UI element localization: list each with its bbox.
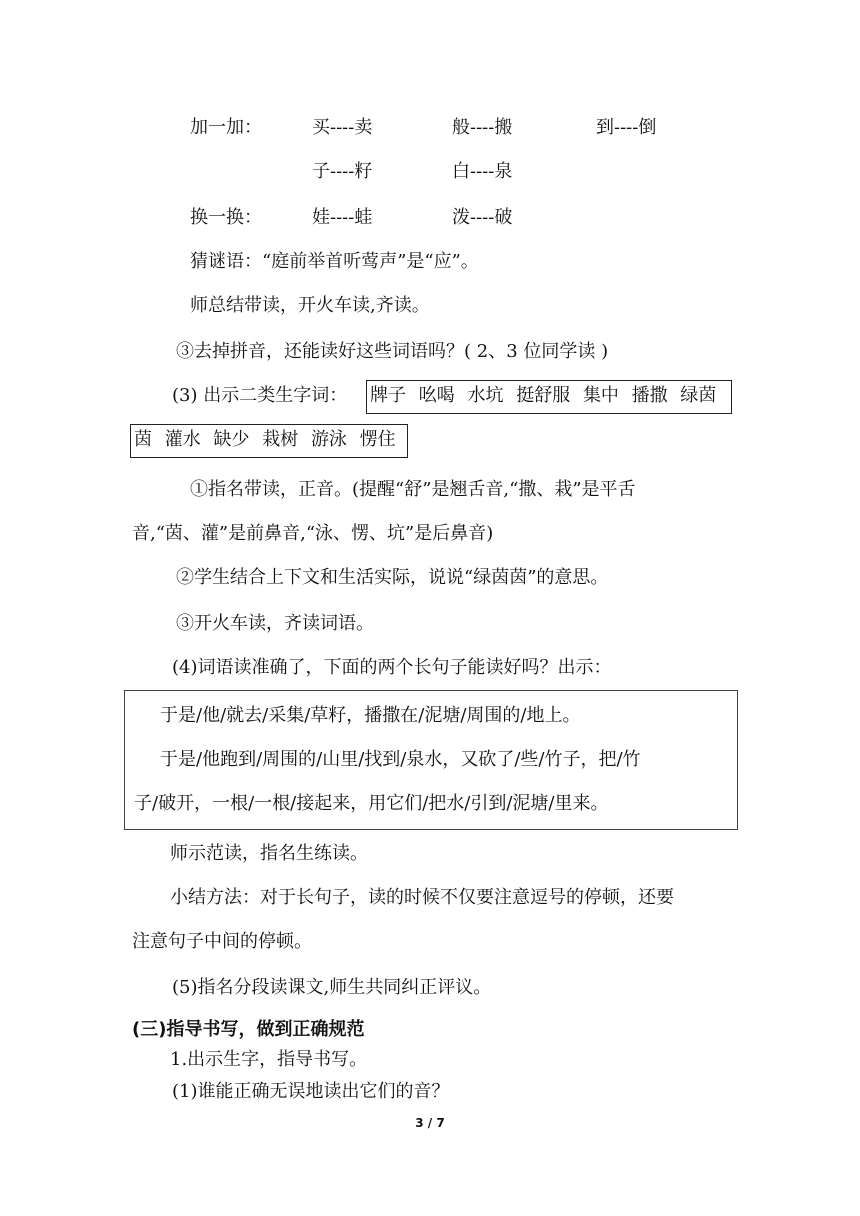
- section-5-text: (5)指名分段读课文,师生共同纠正评议。: [172, 977, 492, 998]
- sentence-1: 于是/他/就去/采集/草籽，播撒在/泥塘/周围的/地上。: [160, 705, 581, 726]
- vocab-word: 茵: [134, 429, 152, 450]
- vocab-word: 缺少: [213, 429, 250, 450]
- s3-item3: ③开火车读，齐读词语。: [176, 613, 374, 634]
- vocab-word: 栽树: [262, 429, 299, 450]
- vocab-word: 愣住: [359, 429, 396, 450]
- vocab-line2: [134, 428, 403, 452]
- add-one-pair: 般----搬: [452, 117, 513, 138]
- vocab-word: 吆喝: [418, 385, 455, 406]
- part-3-heading: (三)指导书写，做到正确规范: [132, 1019, 365, 1040]
- add-one-pair: 子----籽: [312, 161, 373, 182]
- method-line2: 注意句子中间的停顿。: [132, 931, 312, 952]
- add-one-pair: 到----倒: [596, 117, 657, 138]
- part-3-item-1: 1.出示生字，指导书写。: [170, 1049, 368, 1070]
- sentence-2-line1: 于是/他跑到/周围的/山里/找到/泉水，又砍了/些/竹子，把/竹: [160, 749, 641, 770]
- swap-one-pair: 泼----破: [452, 207, 513, 228]
- s3-item2: ②学生结合上下文和生活实际，说说“绿茵茵”的意思。: [176, 567, 609, 588]
- vocab-word: 播撒: [631, 385, 668, 406]
- vocab-word: 游泳: [310, 429, 347, 450]
- s3-item1-line2: 音,“茵、灌”是前鼻音,“泳、愣、坑”是后鼻音): [132, 523, 494, 544]
- swap-one-label: 换一换：: [190, 207, 262, 228]
- sentence-2-line2: 子/破开，一根/一根/接起来，用它们/把水/引到/泥塘/里来。: [134, 793, 609, 814]
- step-3-text: ③去掉拼音，还能读好这些词语吗？( 2、3 位同学读 ): [176, 341, 609, 362]
- part-3-item-1-1: (1)谁能正确无误地读出它们的音？: [172, 1081, 450, 1102]
- method-line1: 小结方法：对于长句子，读的时候不仅要注意逗号的停顿，还要: [170, 887, 674, 908]
- vocab-word: 挺舒服: [516, 385, 571, 406]
- s3-item1-line1: ①指名带读，正音。(提醒“舒”是翘舌音,“撒、栽”是平舌: [190, 479, 636, 500]
- demo-read-text: 师示范读，指名生练读。: [170, 843, 368, 864]
- page-number: 3 / 7: [415, 1116, 445, 1130]
- add-one-pair: 白----泉: [452, 161, 513, 182]
- vocab-word: 集中: [582, 385, 619, 406]
- vocab-line1: [370, 384, 723, 408]
- add-one-label: 加一加：: [190, 117, 262, 138]
- vocab-word: 灌水: [164, 429, 201, 450]
- vocab-word: 牌子: [370, 385, 406, 406]
- vocab-word: 水坑: [467, 385, 504, 406]
- swap-one-pair: 娃----蛙: [312, 207, 373, 228]
- add-one-pair: 买----卖: [312, 117, 373, 138]
- section-4-text: (4)词语读准确了，下面的两个长句子能读好吗？出示：: [172, 657, 612, 678]
- section-3-label: (3) 出示二类生字词：: [172, 385, 348, 406]
- teacher-summary: 师总结带读，开火车读,齐读。: [190, 295, 430, 316]
- riddle-text: 猜谜语：“庭前举首听莺声”是“应”。: [190, 251, 479, 272]
- vocab-word: 绿茵: [680, 385, 717, 406]
